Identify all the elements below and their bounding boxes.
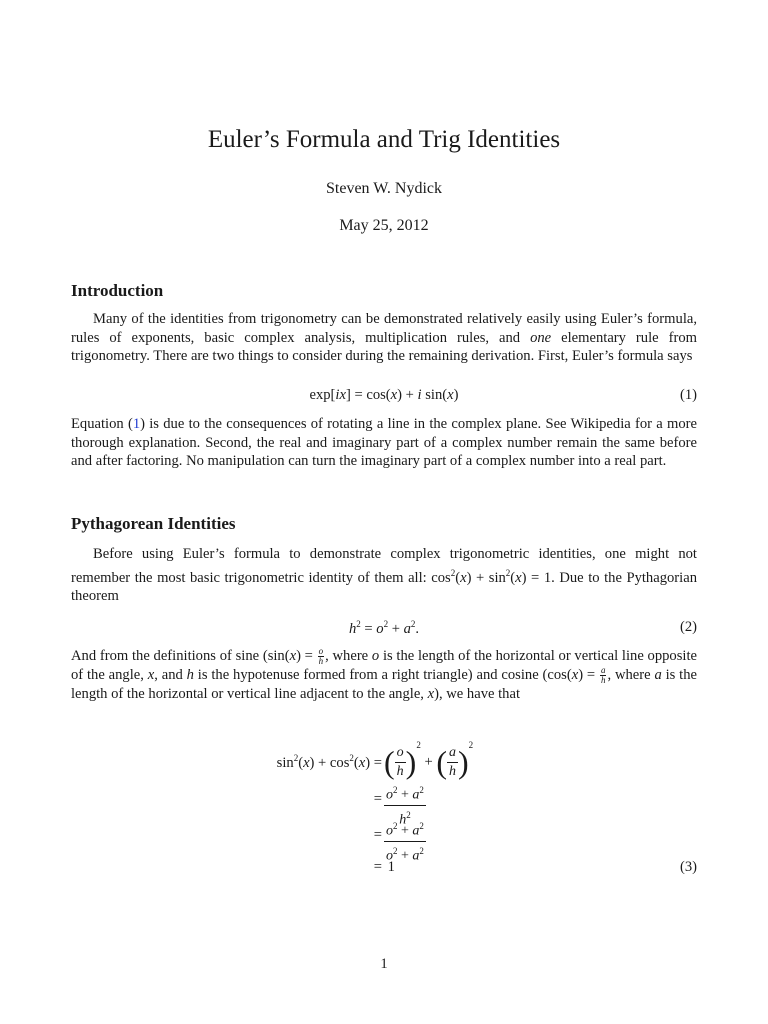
publication-date: May 25, 2012 [339, 217, 429, 234]
intro-paragraph-2: Equation (1) is due to the consequences of rotating a line in the complex plane. See Wikipedia for a more thorough explanation. Second, the real and imaginary part of a complex number remain the same before and after factoring. No manipulation can turn the imaginary part of a complex number into a real part. [71, 416, 697, 469]
section-heading-pythagorean: Pythagorean Identities [71, 514, 236, 533]
equation-3-line-2: = $\frac{o^2 + a^2}{h^2}$ [0, 782, 768, 822]
paper-title: Euler’s Formula and Trig Identities [207, 126, 561, 153]
author-name: Steven W. Nydick [326, 180, 442, 197]
pythag-paragraph-1: Before using Euler’s formula to demonstrate complex trigonometric identities, one might not remember the most basic trigonometric identity of them all: $\cos^2(x) + \sin^2(x) = 1$. Due to the Pythagorian theorem [71, 546, 697, 604]
pythag-paragraph-2: And from the definitions of sine (sin(x) = $\frac{o}{h}$ , where o is the length of the horizontal or vertical line opposite of the angle, x, and h is the hypotenuse formed from a right triangle) and cosine (cos(x) = $\frac{a}{h}$ , where a is the length of the horizontal or vertical line adjacent to the angle, x), we have that [71, 646, 697, 703]
equation-3-line-3: = $\frac{o^2 + a^2}{o^2 + a^2}$ [0, 818, 768, 858]
equation-1-link[interactable]: 1 [132, 416, 141, 432]
equation-3-line-1: $\sin^2(x) + \cos^2(x)$ = ( $\frac{o}{h}$ )$^2$ + ( $\frac{a}{h}$ )$^2$ [276, 740, 474, 781]
equation-2-body: $h^2 = o^2 + a^2$. [348, 619, 420, 637]
equation-1-body: exp[ix] = cos(x) + i sin(x) [309, 387, 459, 403]
equation-3-line-4: = 1 (3) [373, 859, 697, 875]
equation-1-number: (1) [679, 387, 697, 403]
page-number: 1 [380, 956, 388, 972]
section-heading-introduction: Introduction [71, 281, 164, 300]
equation-3-number: (3) [679, 859, 697, 875]
emphasis-one: one [530, 329, 552, 346]
equation-2-number: (2) [679, 619, 697, 635]
intro-paragraph-1: Many of the identities from trigonometry can be demonstrated relatively easily using Euler’s formula, rules of exponents, basic complex analysis, multiplication rules, and one elementary rule from trigonometry. There are two things to consider during the remaining derivation. First, Euler’s formula says [71, 311, 697, 364]
